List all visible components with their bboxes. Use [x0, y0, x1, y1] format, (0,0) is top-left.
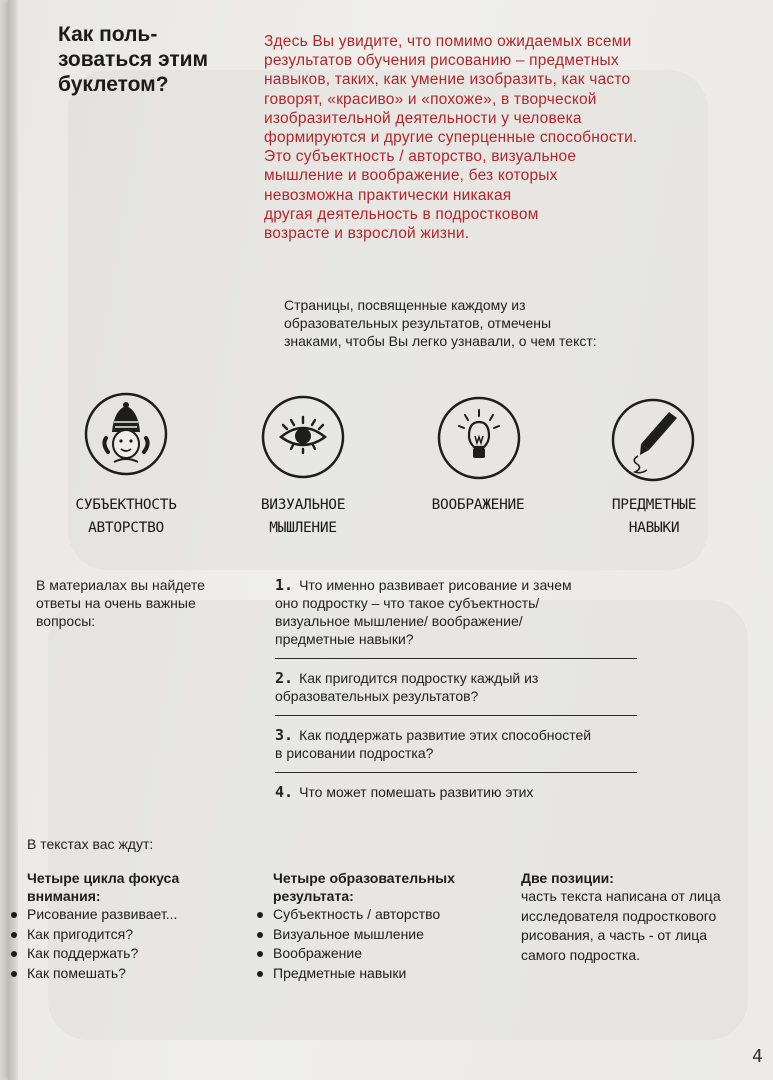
girl-face-icon — [84, 392, 168, 476]
focus-cycles-column — [27, 869, 247, 983]
question-number: 4. — [275, 783, 294, 801]
question-number: 3. — [275, 726, 294, 744]
mark-label-imagination: ВООБРАЖЕНИЕ — [431, 497, 525, 513]
list-item: Рисование развивает... — [27, 905, 247, 925]
question-item — [275, 783, 637, 811]
question-number: 1. — [275, 576, 294, 594]
eye-icon — [261, 395, 345, 479]
intro-paragraph: Здесь Вы увидите, что помимо ожидаемых всеми результатов обучения рисованию – предметных навыков, таких, как умение изобразить, как часто говорят, «красиво» и «похоже», в творческой изобразительной деятельности у человека формируются и другие суперценные способности. Это субъектность / авторство, визуальное мышление и воображение, без которых невозможна практически никакая другая деятельность в подростковом возрасте и взрослой жизни. — [264, 33, 638, 243]
results-column — [273, 869, 503, 983]
mark-label-visual-thinking: ВИЗУАЛЬНОЕ МЫШЛЕНИЕ — [260, 497, 346, 536]
mark-label-subject-skills: ПРЕДМЕТНЫЕ НАВЫКИ — [611, 497, 697, 536]
lightbulb-icon — [437, 396, 521, 480]
question-text: Как поддержать развитие этих способностей в рисовании подростка? — [275, 727, 592, 761]
await-label: В текстах вас ждут: — [27, 836, 154, 852]
pen-icon — [611, 398, 695, 482]
list-item: Предметные навыки — [273, 964, 503, 984]
marks-note: Страницы, посвященные каждому из образовательных результатов, отмечены знаками, чтобы Вы легко узнавали, о чем текст: — [284, 297, 597, 349]
question-item — [275, 669, 637, 716]
positions-column — [521, 869, 761, 965]
question-number: 2. — [275, 669, 294, 687]
positions-text: часть текста написана от лица исследователя подросткового рисования, а часть - от лица самого подростка. — [521, 888, 721, 963]
list-item: Визуальное мышление — [273, 925, 503, 945]
list-item: Воображение — [273, 944, 503, 964]
mark-label-agency: СУБЪЕКТНОСТЬ АВТОРСТВО — [75, 497, 177, 536]
question-text: Что может помешать развитию этих — [299, 784, 534, 800]
question-item — [275, 576, 637, 659]
question-text: Что именно развивает рисование и зачем оно подростку – что такое субъектность/ визуальное мышление/ воображение/ предметные навыки? — [275, 577, 572, 647]
page-number: 4 — [752, 1046, 763, 1067]
question-item — [275, 726, 637, 773]
focus-cycles-title: Четыре цикла фокуса внимания: — [27, 870, 180, 904]
questions-intro: В материалах вы найдете ответы на очень важные вопросы: — [36, 577, 205, 629]
page-spine — [8, 0, 18, 1080]
list-item: Как помешать? — [27, 964, 247, 984]
list-item: Как поддержать? — [27, 944, 247, 964]
list-item: Как пригодится? — [27, 925, 247, 945]
list-item: Субъектность / авторство — [273, 905, 503, 925]
questions-list — [275, 576, 637, 821]
page-title: Как поль- зоваться этим буклетом? — [58, 23, 209, 96]
results-title: Четыре образовательных результата: — [273, 870, 455, 904]
question-text: Как пригодится подростку каждый из образовательных результатов? — [275, 670, 539, 704]
positions-title: Две позиции: — [521, 870, 614, 886]
